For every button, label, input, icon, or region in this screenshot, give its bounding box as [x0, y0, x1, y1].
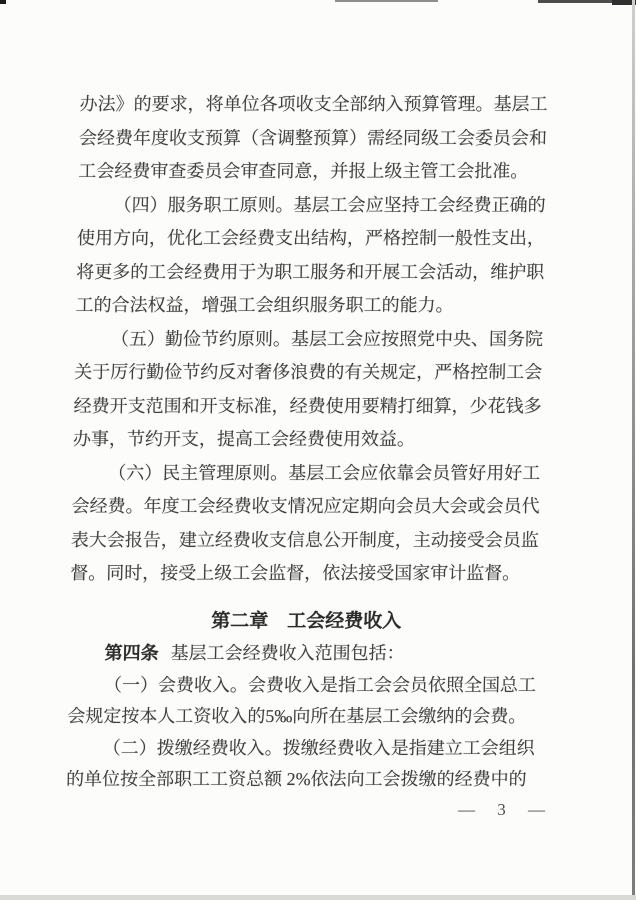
- document-line: [68, 638, 543, 670]
- article-text: 基层工会经费收入范围包括：: [170, 643, 405, 663]
- document-line: 的单位按全部职工工资总额 2%依法向工会拨缴的经费中的: [65, 769, 527, 789]
- document-body: [66, 88, 554, 796]
- document-line: 关于厉行勤俭节约反对奢侈浪费的有关规定，严格控制工会: [74, 362, 543, 382]
- document-line: 会经费。年度工会经费收支情况应定期向会员大会或会员代: [71, 496, 540, 516]
- document-line: 经费开支范围和开支标准，经费使用要精打细算，少花钱多: [73, 395, 542, 416]
- document-line: （五）勤俭节约原则。基层工会应按照党中央、国务院: [110, 328, 544, 349]
- document-line: 会经费年度收支预算（含调整预算）需经同级工会委员会和: [78, 127, 548, 148]
- document-line: （六）民主管理原则。基层工会应依靠会员管好用好工: [108, 462, 541, 483]
- document-line: 工会经费审查委员会审查同意，并报上级主管工会批准。: [78, 161, 529, 181]
- document-line: 将更多的工会经费用于为职工服务和开展工会活动，维护职: [76, 261, 545, 282]
- document-line: 表大会报告，建立经费收支信息公开制度，主动接受会员监: [70, 529, 540, 550]
- scan-artifact-top-left: [0, 0, 6, 4]
- document-line: （一）会费收入。会费收入是指工会会员依照全国总工: [103, 674, 537, 695]
- document-line: （四）服务职工原则。基层工会应坚持工会经费正确的: [113, 194, 546, 215]
- page-number: — 3 —: [458, 800, 554, 819]
- document-line: （二）拨缴经费收入。拨缴经费收入是指建立工会组织: [102, 737, 535, 758]
- document-line: 工的合法权益，增强工会组织服务职工的能力。: [75, 295, 454, 315]
- document-line: 会规定按本人工资收入的5‰向所在基层工会缴纳的会费。: [67, 706, 527, 726]
- scan-bottom-edge: [0, 895, 636, 900]
- scan-edge-shadow: [632, 0, 635, 900]
- document-line: 办法》的要求，将单位各项收支全部纳入预算管理。基层工: [79, 94, 548, 114]
- document-line: 使用方向，优化工会经费支出结构，严格控制一般性支出，: [76, 228, 546, 248]
- article-number: 第四条: [104, 643, 159, 663]
- scan-artifact-top-middle: [335, 0, 438, 2]
- chapter-heading: 第二章 工会经费收入: [211, 610, 402, 632]
- document-line: 办事，节约开支，提高工会经费使用效益。: [72, 429, 416, 449]
- document-line: 督。同时，接受上级工会监督，依法接受国家审计监督。: [70, 563, 521, 583]
